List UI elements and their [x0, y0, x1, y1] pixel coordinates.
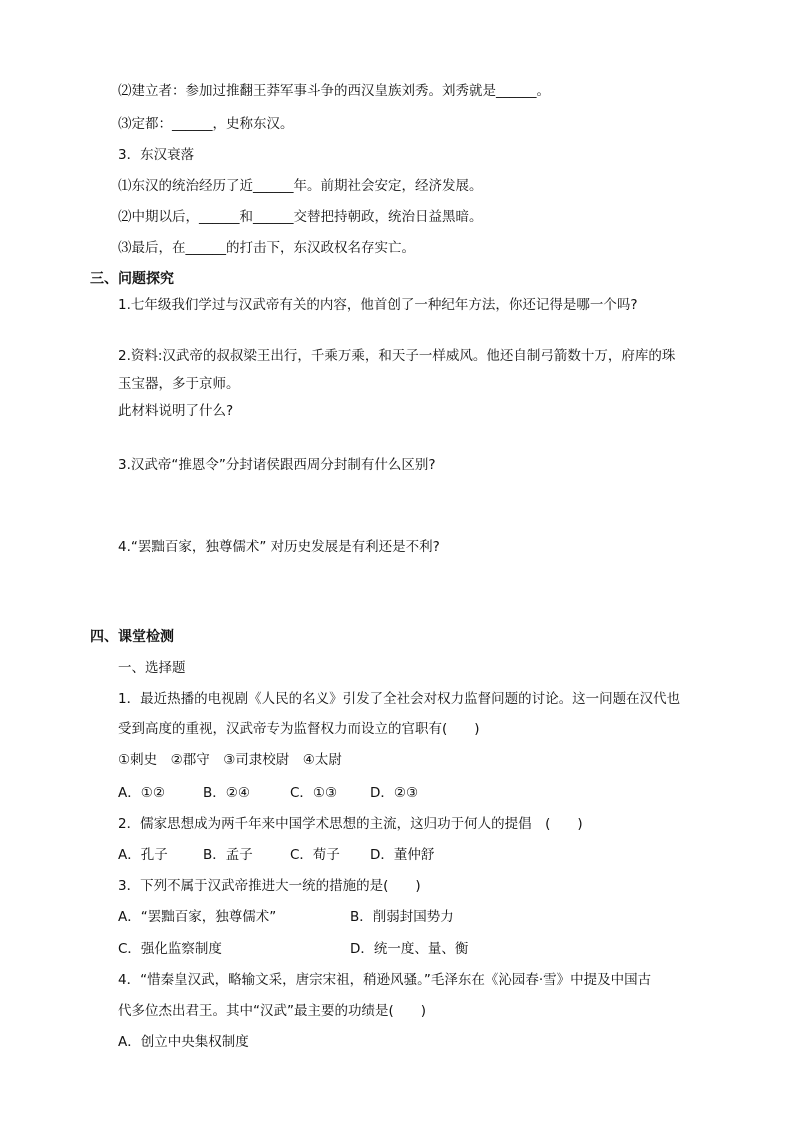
decline-line-3: ⑶最后，在______的打击下，东汉政权名存实亡。 — [118, 240, 415, 256]
mc-q2-option-c: C．荀子 — [290, 847, 340, 863]
capital-line: ⑶定都：______，史称东汉。 — [118, 116, 294, 132]
mc-q1-option-d: D．②③ — [370, 785, 419, 801]
decline-line-2: ⑵中期以后，______和______交替把持朝政，统治日益黑暗。 — [118, 209, 483, 225]
mc-q2-option-d: D．董仲舒 — [370, 847, 435, 863]
mc-q2-option-b: B．孟子 — [203, 847, 253, 863]
mc-q4-option-a: A．创立中央集权制度 — [118, 1034, 249, 1050]
mc-q3: 3．下列不属于汉武帝推进大一统的措施的是( ) — [118, 878, 421, 894]
mc-q1-option-a: A．①② — [118, 785, 165, 801]
inquiry-q4: 4.“罢黜百家，独尊儒术” 对历史发展是有利还是不利? — [118, 539, 440, 555]
section-4-title: 四、课堂检测 — [90, 629, 174, 645]
choice-subtitle: 一、选择题 — [118, 660, 186, 676]
decline-line-1: ⑴东汉的统治经历了近______年。前期社会安定，经济发展。 — [118, 178, 483, 194]
mc-q3-option-d: D．统一度、量、衡 — [350, 941, 469, 957]
inquiry-q3: 3.汉武帝“推恩令”分封诸侯跟西周分封制有什么区别? — [118, 457, 436, 473]
mc-q1-line-1: 1．最近热播的电视剧《人民的名义》引发了全社会对权力监督问题的讨论。这一问题在汉代也 — [118, 691, 681, 707]
inquiry-q2-line-3: 此材料说明了什么? — [118, 403, 234, 419]
decline-subtitle: 3．东汉衰落 — [118, 147, 195, 163]
mc-q1-line-2: 受到高度的重视，汉武帝专为监督权力而设立的官职有( ) — [118, 721, 480, 737]
founder-line: ⑵建立者：参加过推翻王莽军事斗争的西汉皇族刘秀。刘秀就是______。 — [118, 83, 550, 99]
inquiry-q2-line-2: 玉宝器，多于京师。 — [118, 376, 240, 392]
section-3-title: 三、问题探究 — [90, 271, 174, 287]
mc-q1-items: ①刺史 ②郡守 ③司隶校尉 ④太尉 — [118, 752, 342, 768]
mc-q3-option-c: C．强化监察制度 — [118, 941, 222, 957]
mc-q3-option-a: A．“罢黜百家，独尊儒术” — [118, 909, 277, 925]
mc-q3-option-b: B．削弱封国势力 — [350, 909, 454, 925]
mc-q1-option-b: B．②④ — [203, 785, 250, 801]
mc-q2-option-a: A．孔子 — [118, 847, 168, 863]
mc-q4-line-1: 4．“惜秦皇汉武，略输文采，唐宗宋祖，稍逊风骚。”毛泽东在《沁园春·雪》中提及中国古 — [118, 972, 652, 988]
inquiry-q2-line-1: 2.资料:汉武帝的叔叔梁王出行，千乘万乘，和天子一样威风。他还自制弓箭数十万，府库的珠 — [118, 348, 676, 364]
mc-q1-option-c: C．①③ — [290, 785, 338, 801]
mc-q4-line-2: 代多位杰出君王。其中“汉武”最主要的功绩是( ) — [118, 1003, 427, 1019]
mc-q2: 2．儒家思想成为两千年来中国学术思想的主流，这归功于何人的提倡 ( ) — [118, 816, 583, 832]
inquiry-q1: 1.七年级我们学过与汉武帝有关的内容，他首创了一种纪年方法，你还记得是哪一个吗? — [118, 297, 638, 313]
